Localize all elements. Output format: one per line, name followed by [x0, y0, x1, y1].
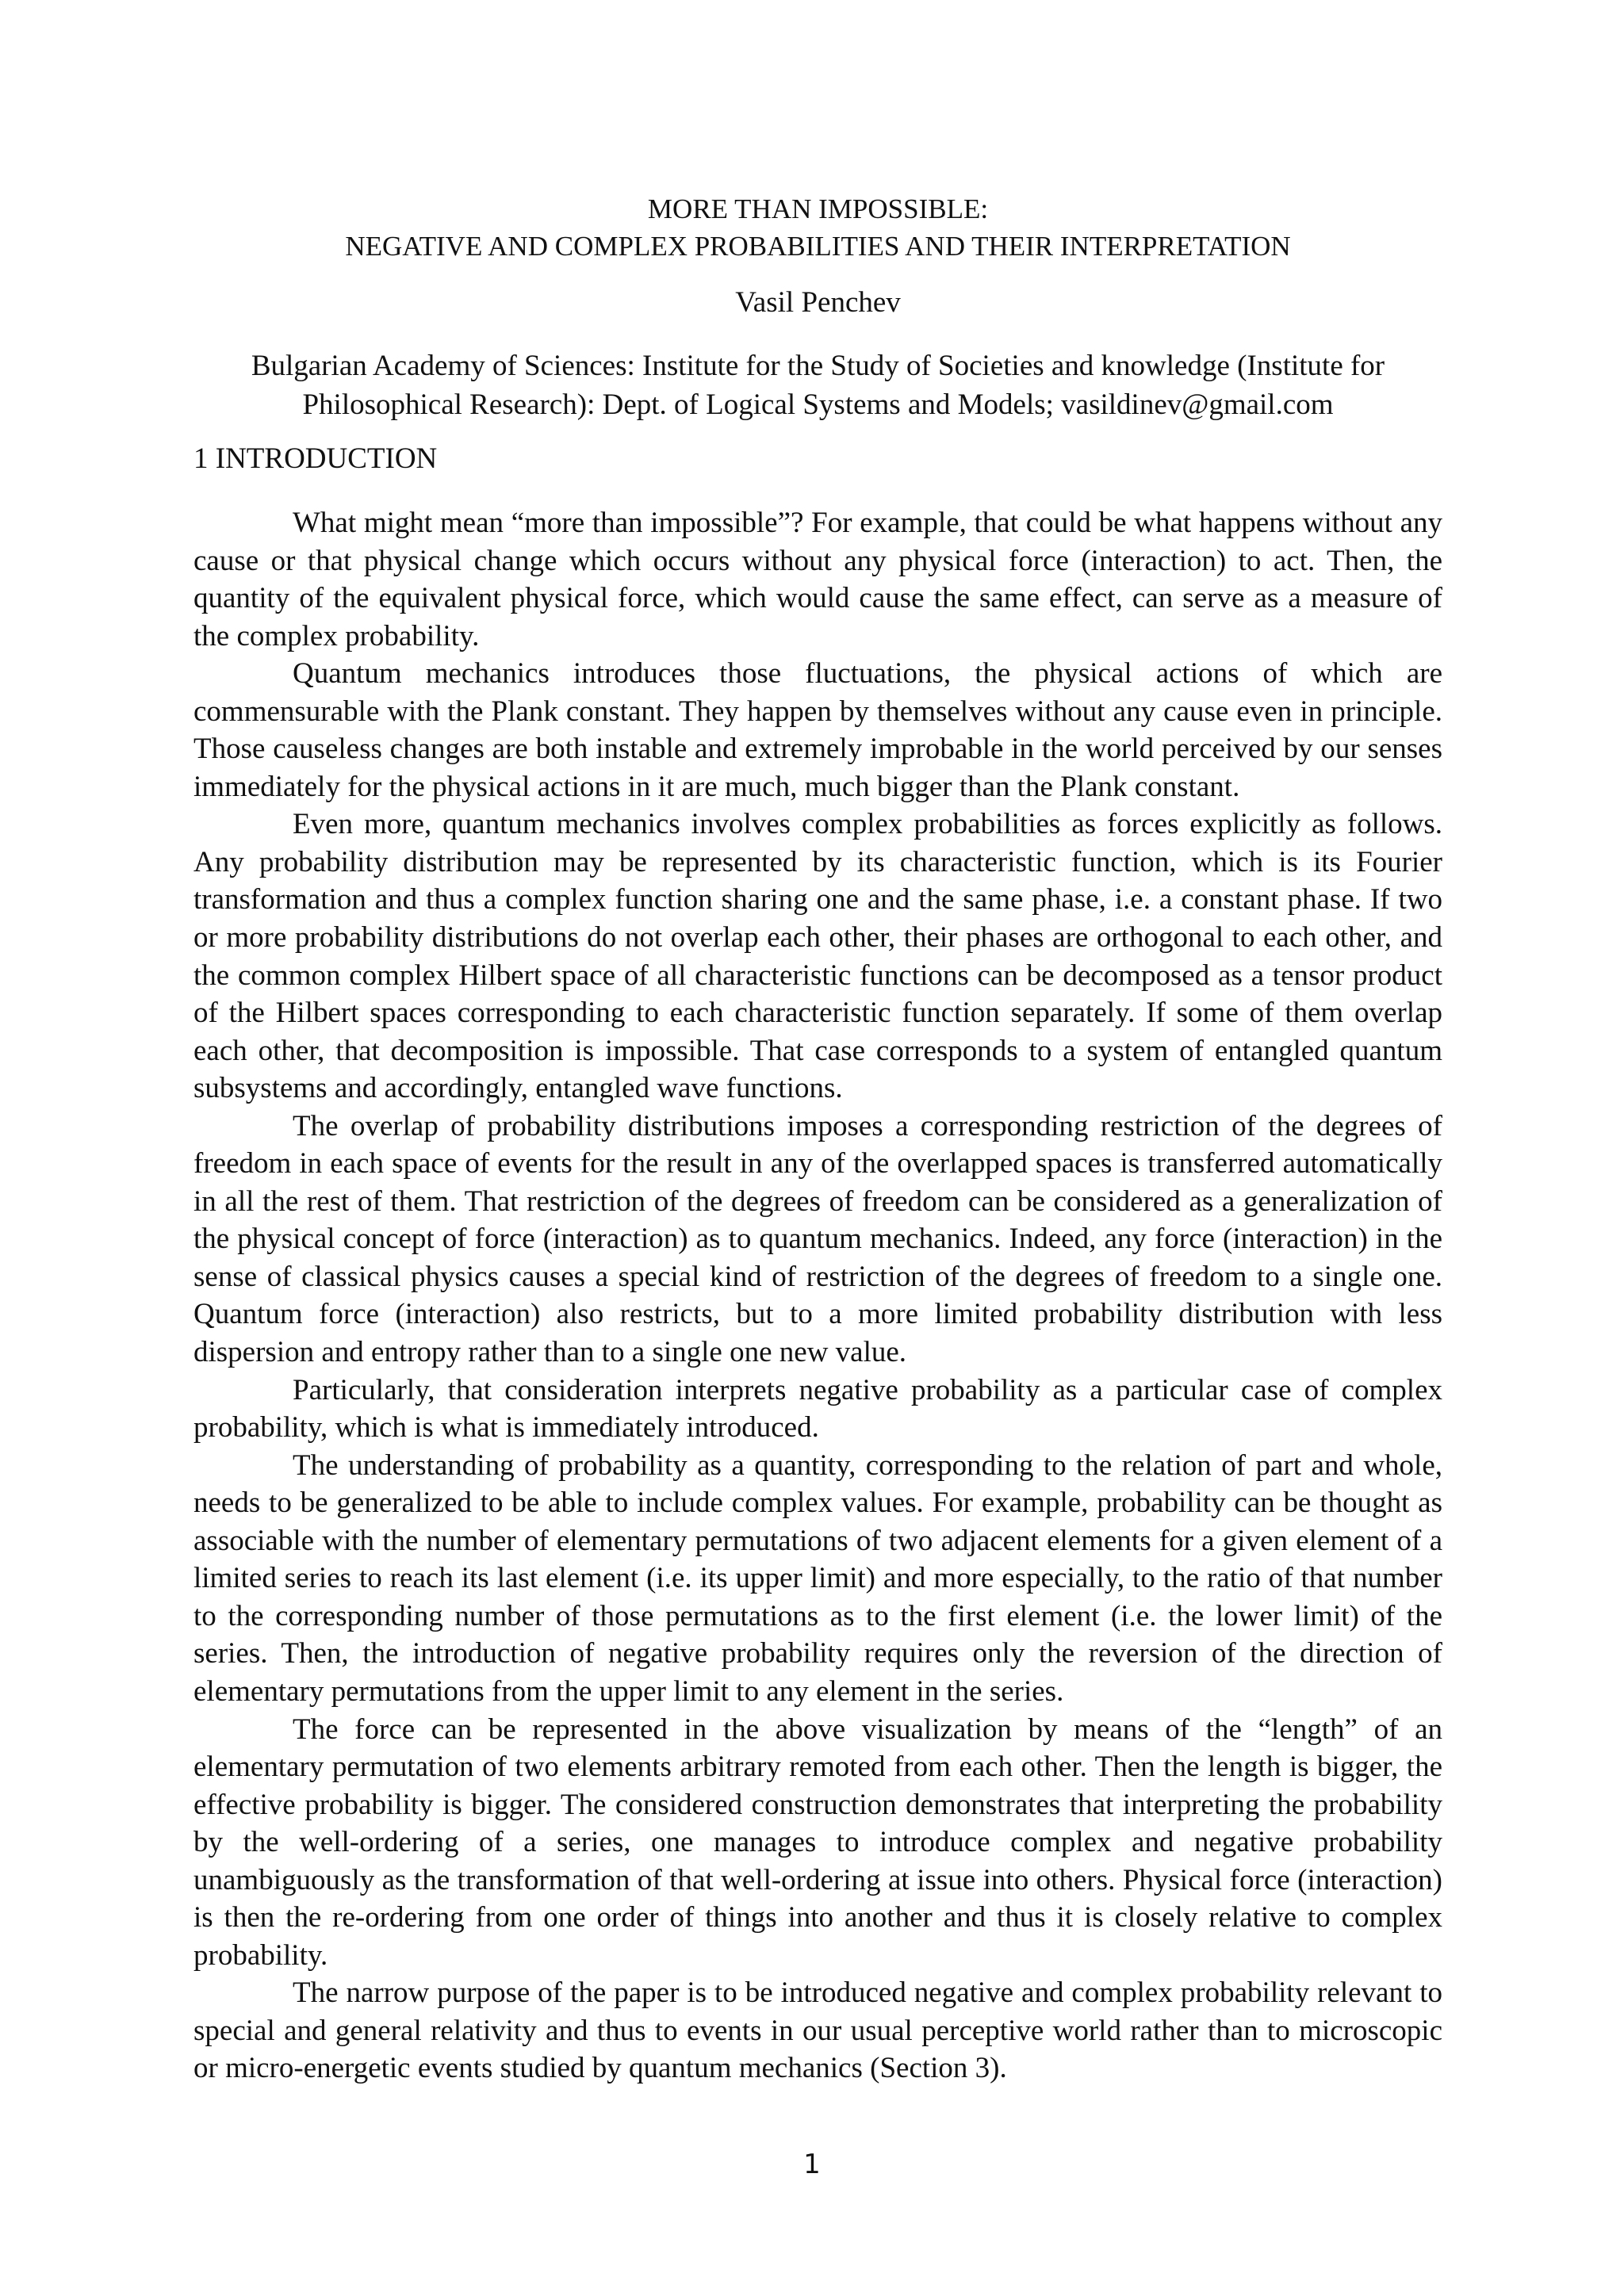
- section-body: [193, 504, 1442, 2087]
- paragraph-5: Particularly, that consideration interprets negative probability as a particular case of complex probability, which is what is immediately introduced.: [193, 1373, 1442, 1445]
- paper-title: [193, 190, 1442, 265]
- author-affiliation: [193, 346, 1442, 424]
- author-name: Vasil Penchev: [735, 286, 901, 319]
- section-heading: 1 INTRODUCTION: [193, 442, 438, 475]
- title-line-2: NEGATIVE AND COMPLEX PROBABILITIES AND THEIR INTERPRETATION: [345, 231, 1291, 262]
- paragraph-3: Even more, quantum mechanics involves complex probabilities as forces explicitly as follows. Any probability distribution may be represented by its characteristic function, which is its Fourier transformation and thus a complex function sharing one and the same phase, i.e. a constant phase. If two or more probability distributions do not overlap each other, their phases are orthogonal to each other, and the common complex Hilbert space of all characteristic functions can be decomposed as a tensor product of the Hilbert spaces corresponding to each characteristic function separately. If some of them overlap each other, that decomposition is impossible. That case corresponds to a system of entangled quantum subsystems and accordingly, entangled wave functions.: [193, 808, 1442, 1105]
- paragraph-6: The understanding of probability as a quantity, corresponding to the relation of part and whole, needs to be generalized to be able to include complex values. For example, probability can be thought as associable with the number of elementary permutations of two adjacent elements for a given element of a limited series to reach its last element (i.e. its upper limit) and more especially, to the ratio of that number to the corresponding number of those permutations as to the first element (i.e. the lower limit) of the series. Then, the introduction of negative probability requires only the reversion of the direction of elementary permutations from the upper limit to any element in the series.: [193, 1448, 1442, 1708]
- paragraph-8: The narrow purpose of the paper is to be introduced negative and complex probability relevant to special and general relativity and thus to events in our usual perceptive world rather than to microscopic or micro-energetic events studied by quantum mechanics (Section 3).: [193, 1976, 1442, 2085]
- paragraph-4: The overlap of probability distributions imposes a corresponding restriction of the degrees of freedom in each space of events for the result in any of the overlapped spaces is transferred automatically in all the rest of them. That restriction of the degrees of freedom can be considered as a generalization of the physical concept of force (interaction) as to quantum mechanics. Indeed, any force (interaction) in the sense of classical physics causes a special kind of restriction of the degrees of freedom to a single one. Quantum force (interaction) also restricts, but to a more limited probability distribution with less dispersion and entropy rather than to a single one new value.: [193, 1109, 1442, 1369]
- affiliation-line-2: Philosophical Research): Dept. of Logical Systems and Models; vasildinev@gmail.com: [302, 388, 1334, 421]
- paragraph-2: Quantum mechanics introduces those fluctuations, the physical actions of which are commensurable with the Plank constant. They happen by themselves without any cause even in principle. Those causeless changes are both instable and extremely improbable in the world perceived by our senses immediately for the physical actions in it are much, much bigger than the Plank constant.: [193, 657, 1442, 803]
- affiliation-line-1: Bulgarian Academy of Sciences: Institute for the Study of Societies and knowledge (Institute for: [251, 350, 1385, 382]
- paragraph-7: The force can be represented in the above visualization by means of the “length” of an elementary permutation of two elements arbitrary remoted from each other. Then the length is bigger, the effective probability is bigger. The considered construction demonstrates that interpreting the probability by the well-ordering of a series, one manages to introduce complex and negative probability unambiguously as the transformation of that well-ordering at issue into others. Physical force (interaction) is then the re-ordering from one order of things into another and thus it is closely relative to complex probability.: [193, 1712, 1442, 1972]
- page-number: 1: [803, 2149, 821, 2180]
- title-line-1: MORE THAN IMPOSSIBLE:: [647, 193, 989, 224]
- paragraph-1: What might mean “more than impossible”? For example, that could be what happens without any cause or that physical change which occurs without any physical force (interaction) to act. Then, the quantity of the equivalent physical force, which would cause the same effect, can serve as a measure of the complex probability.: [193, 507, 1442, 652]
